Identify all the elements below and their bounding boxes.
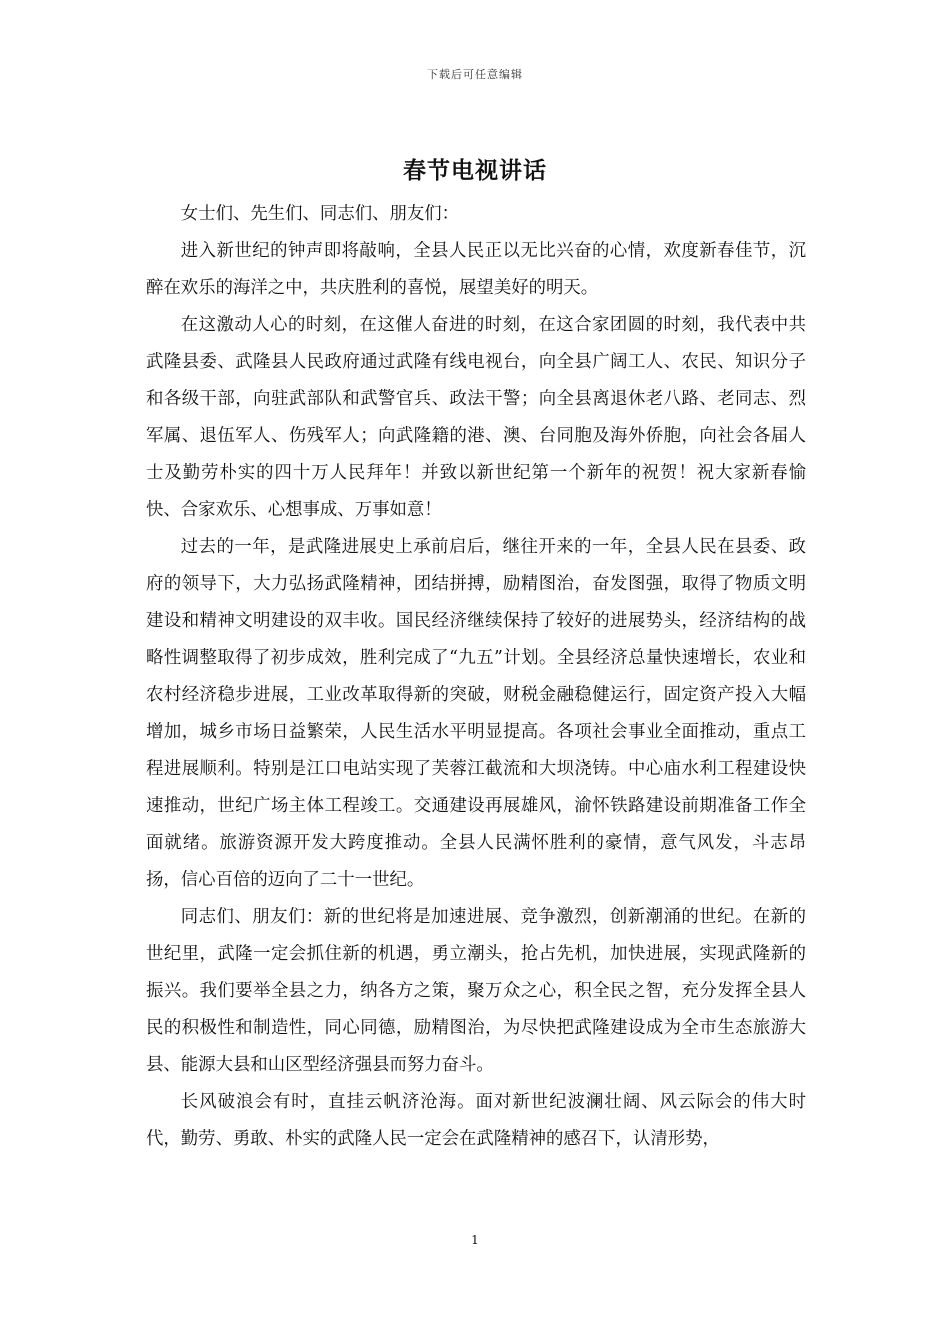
paragraph-salutation: 女士们、先生们、同志们、朋友们： — [180, 204, 460, 224]
document-body — [146, 196, 806, 1158]
page-number: 1 — [471, 1233, 479, 1247]
paragraph: 过去的一年，是武隆进展史上承前启后，继往开来的一年，全县人民在县委、政府的领导下，大力弘扬武隆精神，团结拼搏，励精图治，奋发图强，取得了物质文明建设和精神文明建设的双丰收。国民经济继续保持了较好的进展势头，经济结构的战略性调整取得了初步成效，胜利完成了“九五”计划。全县经济总量快速增长，农业和农村经济稳步进展，工业改革取得新的突破，财税金融稳健运行，固定资产投入大幅增加，城乡市场日益繁荣，人民生活水平明显提高。各项社会事业全面推动，重点工程进展顺利。特别是江口电站实现了芙蓉江截流和大坝浇铸。中心庙水利工程建设快速推动，世纪广场主体工程竣工。交通建设再展雄风，渝怀铁路建设前期准备工作全面就绪。旅游资源开发大跨度推动。全县人民满怀胜利的豪情，意气风发，斗志昂扬，信心百倍的迈向了二十一世纪。 — [146, 537, 806, 890]
header-note: 下载后可任意编辑 — [427, 68, 523, 81]
paragraph: 同志们、朋友们：新的世纪将是加速进展、竞争激烈，创新潮涌的世纪。在新的世纪里，武隆一定会抓住新的机遇，勇立潮头，抢占先机，加快进展，实现武隆新的振兴。我们要举全县之力，纳各方之策，聚万众之心，积全民之智，充分发挥全县人民的积极性和制造性，同心同德，励精图治，为尽快把武隆建设成为全市生态旅游大县、能源大县和山区型经济强县而努力奋斗。 — [146, 907, 806, 1075]
paragraph: 在这激动人心的时刻，在这催人奋进的时刻，在这合家团圆的时刻，我代表中共武隆县委、武隆县人民政府通过武隆有线电视台，向全县广阔工人、农民、知识分子和各级干部，向驻武部队和武警官兵、政法干警；向全县离退休老八路、老同志、烈军属、退伍军人、伤残军人；向武隆籍的港、澳、台同胞及海外侨胞，向社会各届人士及勤劳朴实的四十万人民拜年！并致以新世纪第一个新年的祝贺！祝大家新春愉快、合家欢乐、心想事成、万事如意！ — [146, 315, 806, 520]
document-title: 春节电视讲话 — [403, 157, 547, 184]
paragraph: 长风破浪会有时，直挂云帆济沧海。面对新世纪波澜壮阔、风云际会的伟大时代，勤劳、勇敢、朴实的武隆人民一定会在武隆精神的感召下，认清形势， — [146, 1092, 806, 1149]
paragraph: 进入新世纪的钟声即将敲响，全县人民正以无比兴奋的心情，欢度新春佳节，沉醉在欢乐的海洋之中，共庆胜利的喜悦，展望美好的明天。 — [146, 241, 806, 298]
